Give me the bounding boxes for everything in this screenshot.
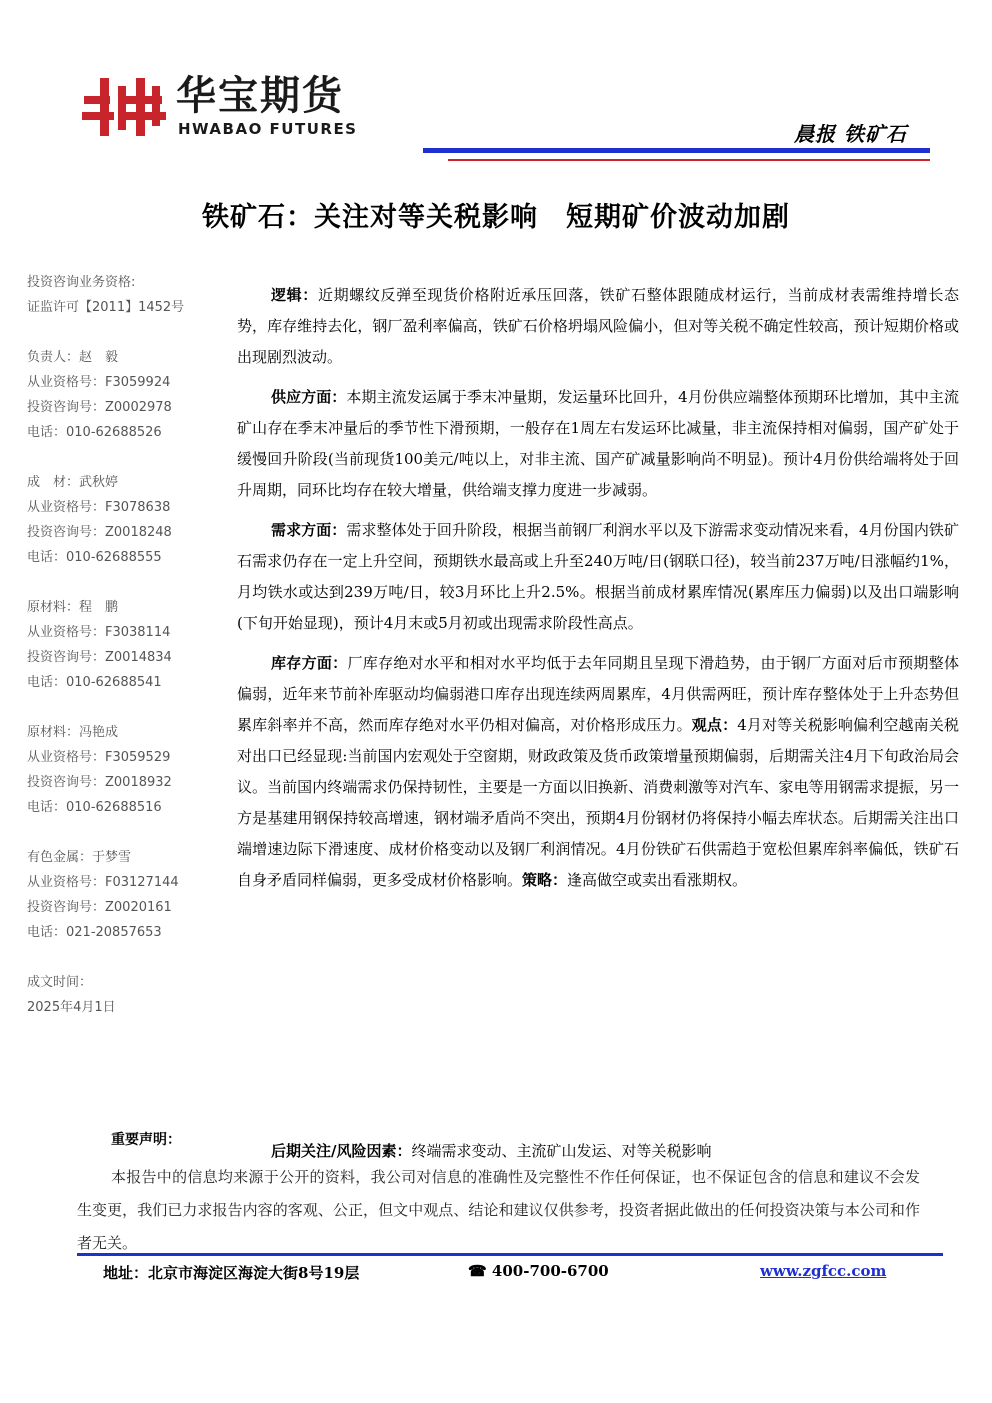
disclaimer-text: 本报告中的信息均来源于公开的资料，我公司对信息的准确性及完整性不作任何保证，也不保证包含的信息和建议不会发生变更，我们已力求报告内容的客观、公正，但文中观点、结论和建议仅供参考，投资者据此做出的任何投资决策与本公司和作者无关。 xyxy=(77,1168,920,1252)
date-block xyxy=(27,970,227,1020)
analyst-name: 成 材：武秋婷 xyxy=(27,475,119,490)
analyst-cert: 从业资格号：F3059529 xyxy=(27,750,171,765)
analyst-block xyxy=(27,595,227,695)
analyst-cert: 从业资格号：F3059924 xyxy=(27,375,171,390)
stock-label: 库存方面： xyxy=(271,654,348,672)
analyst-name: 负责人：赵 毅 xyxy=(27,350,119,365)
header-rule-red xyxy=(448,159,930,161)
analyst-phone: 电话：010-62688526 xyxy=(27,425,162,440)
header-rule-blue xyxy=(423,148,930,153)
logo-chinese-name: 华宝期货 xyxy=(176,73,344,119)
license-block xyxy=(27,270,227,320)
view-label: 观点： xyxy=(691,716,738,734)
footer-address: 地址：北京市海淀区海淀大街8号19层 xyxy=(103,1264,360,1282)
analyst-advisory: 投资咨询号：Z0018248 xyxy=(27,525,172,540)
supply-label: 供应方面： xyxy=(271,388,347,406)
analyst-name: 有色金属：于梦雪 xyxy=(27,850,132,865)
logo-english-name: HWABAO FUTURES xyxy=(178,120,358,138)
analyst-block xyxy=(27,470,227,570)
stock-paragraph xyxy=(237,648,959,896)
license-value: 证监许可【2011】1452号 xyxy=(27,300,185,315)
follow-text: 终端需求变动、主流矿山发运、对等关税影响 xyxy=(411,1142,712,1160)
follow-label: 后期关注/风险因素： xyxy=(271,1142,412,1160)
date-label: 成文时间： xyxy=(27,975,93,990)
analyst-phone: 电话：010-62688541 xyxy=(27,675,162,690)
company-logo xyxy=(82,72,372,142)
analyst-advisory: 投资咨询号：Z0018932 xyxy=(27,775,172,790)
logic-label: 逻辑： xyxy=(271,286,318,304)
analyst-advisory: 投资咨询号：Z0014834 xyxy=(27,650,172,665)
logic-text: 近期螺纹反弹至现货价格附近承压回落，铁矿石整体跟随成材运行，当前成材表需维持增长态势，库存维持去化，钢厂盈利率偏高，铁矿石价格坍塌风险偏小，但对等关税不确定性较高，预计短期价格或出现剧烈波动。 xyxy=(237,286,959,366)
analyst-sidebar xyxy=(27,270,227,1045)
view-text: 4月对等关税影响偏利空越南关税对出口已经显现:当前国内宏观处于空窗期，财政政策及货币政策增量预期偏弱，后期需关注4月下旬政治局会议。当前国内终端需求仍保持韧性，主要是一方面以旧换新、消费刺激等对汽车、家电等用钢需求提振，另一方是基建用钢保持较高增速，钢材端矛盾尚不突出，预期4月份钢材仍将保持小幅去库状态。后期需关注出口端增速边际下滑速度、成材价格变动以及钢厂利润情况。4月份铁矿石供需趋于宽松但累库斜率偏低，铁矿石自身矛盾同样偏弱，更多受成材价格影响。 xyxy=(237,716,959,889)
demand-label: 需求方面： xyxy=(271,521,347,539)
analyst-block xyxy=(27,345,227,445)
strategy-text: 逢高做空或卖出看涨期权。 xyxy=(567,871,748,889)
follow-up-risks xyxy=(271,1140,712,1161)
report-type: 晨报 铁矿石 xyxy=(794,122,907,146)
analyst-name: 原材料：冯艳成 xyxy=(27,725,119,740)
analyst-cert: 从业资格号：F3038114 xyxy=(27,625,171,640)
hwabao-logo-mark-icon xyxy=(82,72,168,138)
analyst-cert: 从业资格号：F3078638 xyxy=(27,500,171,515)
analyst-advisory: 投资咨询号：Z0002978 xyxy=(27,400,172,415)
analyst-phone: 电话：010-62688516 xyxy=(27,800,162,815)
analyst-phone: 电话：021-20857653 xyxy=(27,925,162,940)
disclaimer-heading: 重要声明： xyxy=(111,1132,181,1148)
footer-phone xyxy=(468,1262,609,1280)
supply-text: 本期主流发运属于季末冲量期，发运量环比回升，4月份供应端整体预期环比增加，其中主流矿山存在季末冲量后的季节性下滑预期，一般存在1周左右发运环比减量，非主流保持相对偏弱，国产矿处于缓慢回升阶段(当前现货100美元/吨以上，对非主流、国产矿减量影响尚不明显)。预计4月份供给端将处于回升周期，同环比均存在较大增量，供给端支撑力度进一步减弱。 xyxy=(237,388,959,499)
demand-paragraph xyxy=(237,515,959,639)
demand-text: 需求整体处于回升阶段，根据当前钢厂利润水平以及下游需求变动情况来看，4月份国内铁矿石需求仍存在一定上升空间，预期铁水最高或上升至240万吨/日(钢联口径)，较当前237万吨/日涨幅约1%，月均铁水或达到239万吨/日，较3月环比上升2.5%。根据当前成材累库情况(累库压力偏弱)以及出口端影响(下旬开始显现)，预计4月末或5月初或出现需求阶段性高点。 xyxy=(237,521,959,632)
report-body xyxy=(237,280,959,905)
website-link[interactable]: www.zgfcc.com xyxy=(760,1262,887,1280)
strategy-label: 策略： xyxy=(522,871,568,889)
footer-rule xyxy=(77,1253,943,1256)
report-title: 铁矿石：关注对等关税影响 短期矿价波动加剧 xyxy=(202,202,790,233)
analyst-block xyxy=(27,720,227,820)
license-label: 投资咨询业务资格: xyxy=(27,275,136,290)
stock-text: 厂库存绝对水平和相对水平均低于去年同期且呈现下滑趋势，由于钢厂方面对后市预期整体偏弱，近年来节前补库驱动均偏弱港口库存出现连续两周累库，4月供需两旺，预计库存整体处于上升态势但累库斜率并不高，然而库存绝对水平仍相对偏高，对价格形成压力。 xyxy=(237,654,959,734)
analyst-name: 原材料：程 鹏 xyxy=(27,600,119,615)
phone-number: 400-700-6700 xyxy=(491,1262,609,1280)
analyst-cert: 从业资格号：F03127144 xyxy=(27,875,179,890)
analyst-advisory: 投资咨询号：Z0020161 xyxy=(27,900,172,915)
analyst-phone: 电话：010-62688555 xyxy=(27,550,162,565)
analyst-block xyxy=(27,845,227,945)
logic-paragraph xyxy=(237,280,959,373)
phone-icon: ☎ xyxy=(468,1262,492,1280)
supply-paragraph xyxy=(237,382,959,506)
date-value: 2025年4月1日 xyxy=(27,1000,116,1015)
